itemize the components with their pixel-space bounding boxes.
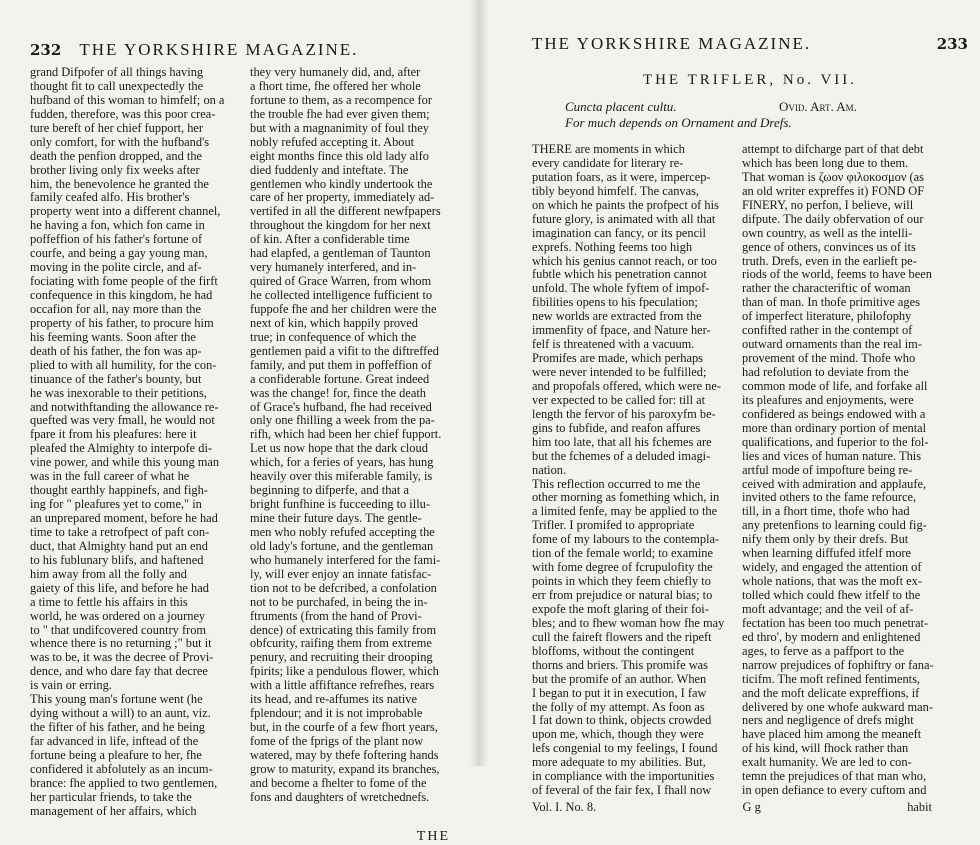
text-line: on which he paints the profpect of his bbox=[532, 197, 719, 212]
text-line: a limited fenfe, may be applied to the bbox=[532, 504, 718, 519]
text-line: courfe, and being a gay young man, bbox=[30, 246, 208, 261]
left-running-head: THE YORKSHIRE MAGAZINE. bbox=[79, 40, 359, 59]
text-line: putation foars, as it were, impercep- bbox=[532, 169, 711, 184]
text-line: was in the full career of what he bbox=[30, 469, 190, 484]
text-line: grow to maturity, expand its branches, bbox=[250, 761, 440, 776]
text-line: thorns and briers. This promife was bbox=[532, 657, 708, 672]
text-line: a confiderable fortune. Great indeed bbox=[250, 371, 430, 386]
text-line: true; in confequence of which the bbox=[250, 329, 417, 344]
text-line: poffeffion of his father's fortune of bbox=[30, 232, 203, 247]
text-line: ceived with admiration and applaufe, bbox=[742, 476, 927, 491]
text-line: had elapfed, a gentleman of Taunton bbox=[250, 246, 431, 261]
text-line: and the moft delicate expreffions, if bbox=[742, 685, 920, 700]
text-line: only one fhilling a week from the pa- bbox=[250, 413, 435, 428]
text-line: to " that undifcovered country from bbox=[30, 622, 207, 637]
text-line: ners and negligence of drefs might bbox=[742, 713, 914, 728]
text-line: cull the faireft flowers and the ripeft bbox=[532, 629, 712, 644]
text-line: her particular friends, to take the bbox=[30, 789, 192, 804]
text-line: care of her property, immediately ad- bbox=[250, 190, 435, 205]
text-line: This young man's fortune went (he bbox=[30, 692, 203, 707]
text-line: penury, and recruiting their drooping bbox=[250, 650, 433, 665]
text-line: very humanely interfered, and in- bbox=[250, 260, 417, 275]
text-line: of kin. After a confiderable time bbox=[250, 232, 410, 247]
text-line: THERE are moments in which bbox=[532, 142, 685, 156]
text-line: other morning as fomething which, in bbox=[532, 490, 720, 505]
text-line: till, in a fhort time, thofe who had bbox=[742, 504, 910, 519]
text-line: moving in the polite circle, and af- bbox=[30, 260, 202, 275]
text-line: throughout the kingdom for her next bbox=[250, 218, 431, 233]
text-line: fpare it from his pleafures: here it bbox=[30, 427, 197, 442]
text-line: heavily over this miferable family, is bbox=[250, 469, 433, 484]
text-line: delivered by one whofe aukward man- bbox=[742, 699, 933, 714]
text-line: eight months fince this old lady alfo bbox=[250, 148, 429, 163]
text-line: had refolution to deviate from the bbox=[742, 365, 909, 379]
text-line: family, and put them in poffeffion of bbox=[250, 357, 432, 372]
text-line: gentlemen paid a vifit to the diftreffed bbox=[250, 343, 440, 358]
text-line: attempt to difcharge part of that debt bbox=[742, 142, 924, 156]
text-line: dence, and who dare fay that decree bbox=[30, 664, 208, 679]
text-line: time to take a retrofpect of paft con- bbox=[30, 524, 210, 539]
right-column-1 bbox=[532, 143, 728, 798]
text-line: its pleafures and enjoyments, were bbox=[742, 392, 914, 407]
text-line: vine power, and while this young man bbox=[30, 455, 220, 470]
text-line: future glory, is animated with all that bbox=[532, 211, 716, 226]
text-line: expofe the moft glaring of their foi- bbox=[532, 601, 709, 616]
text-line: is vain or erring. bbox=[30, 678, 112, 693]
text-line: exprefs. Nothing feems too high bbox=[532, 239, 693, 254]
text-line: tibly beyond himfelf. The canvas, bbox=[532, 183, 700, 198]
text-line: and become a fhelter to fome of the bbox=[250, 775, 427, 790]
text-line: widely, and engaged the attention of bbox=[742, 560, 922, 575]
text-line: duct, that Almighty hand put an end bbox=[30, 538, 208, 553]
text-line: men who nobly refufed accepting the bbox=[250, 524, 435, 539]
text-line: occafion for all, nay more than the bbox=[30, 301, 201, 316]
text-line: was the change! for, fince the death bbox=[250, 385, 426, 400]
text-line: confifted rather in the contempt of bbox=[742, 323, 913, 338]
left-catchword: THE bbox=[416, 828, 450, 844]
text-line: brance: fhe applied to two gentlemen, bbox=[30, 775, 218, 790]
text-line: to his fublunary blifs, and haftened bbox=[30, 552, 204, 567]
text-line: gaiety of this life, and before he had bbox=[30, 580, 209, 595]
text-line: mine their future days. The gentle- bbox=[250, 511, 422, 525]
text-line: ticifm. The moft refined fentiments, bbox=[742, 671, 921, 686]
text-line: I fat down to think, objects crowded bbox=[532, 713, 712, 728]
text-line: more adequate to my abilities. But, bbox=[532, 755, 706, 770]
text-line: fociating with fome people of the firft bbox=[30, 274, 218, 289]
article-title: THE TRIFLER, No. VII. bbox=[642, 72, 858, 88]
text-line: with a little affiftance refrefhes, rears bbox=[250, 678, 435, 693]
text-line: lefs congenial to my feelings, I found bbox=[532, 741, 718, 756]
text-line: in compliance with the importunities bbox=[532, 769, 715, 784]
text-line: whole nations, that was the moft ex- bbox=[742, 574, 922, 589]
text-line: confequence in this kingdom, he had bbox=[30, 288, 213, 302]
text-line: moft advantage; and the veil of af- bbox=[742, 601, 914, 616]
text-line: with fome degree of fcrupulofity the bbox=[532, 560, 713, 575]
text-line: they very humanely did, and, after bbox=[250, 65, 421, 79]
text-line: tion of the female world; to examine bbox=[532, 546, 713, 561]
text-line: gins to fubfide, and reafon affures bbox=[532, 420, 701, 435]
text-line: him away from all the folly and bbox=[30, 566, 187, 581]
text-line: he was inexorable to their petitions, bbox=[30, 385, 207, 400]
text-line: Trifler. I promifed to appropriate bbox=[532, 518, 695, 533]
text-line: of imperfect literature, philofophy bbox=[742, 309, 912, 324]
right-page-header bbox=[532, 34, 968, 60]
left-page bbox=[0, 0, 476, 844]
text-line: temn the prejudices of that man who, bbox=[742, 769, 927, 784]
text-line: felf is threatened with a vacuum. bbox=[532, 337, 695, 352]
text-line: provement of the mind. Thofe who bbox=[742, 351, 916, 366]
text-line: management of her affairs, which bbox=[30, 803, 197, 818]
text-line: only comfort, for with the hufband's bbox=[30, 134, 210, 149]
text-line: points in which they feem chiefly to bbox=[532, 574, 711, 589]
text-line: pleafed the Almighty to interpofe di- bbox=[30, 441, 213, 456]
text-line: was to be, it was the decree of Provi- bbox=[30, 650, 214, 665]
text-line: Promifes are made, which perhaps bbox=[532, 351, 704, 366]
text-line: an unprepared moment, before he had bbox=[30, 511, 218, 525]
text-line: have placed him among the meaneft bbox=[742, 727, 922, 742]
text-line: thought fit to call unexpectedly the bbox=[30, 78, 204, 93]
text-line: beginning to difperfe, and that a bbox=[250, 483, 409, 498]
text-line: were never intended to be fulfilled; bbox=[532, 365, 707, 379]
text-line: quired of Grace Warren, from whom bbox=[250, 274, 432, 289]
text-line: immenfity of fpace, and Nature her- bbox=[532, 323, 711, 338]
text-line: grand Difpofer of all things having bbox=[30, 65, 204, 79]
text-line: ages, to ferve as a paffport to the bbox=[742, 643, 905, 658]
left-columns bbox=[30, 66, 470, 819]
text-line: when learning diffufed itfelf more bbox=[742, 546, 912, 561]
text-line: This reflection occurred to me the bbox=[532, 476, 701, 491]
left-page-number: 232 bbox=[30, 41, 62, 59]
text-line: more than ordinary portion of mental bbox=[742, 420, 927, 435]
text-line: own country, as well as the intelli- bbox=[742, 225, 913, 240]
text-line: upon me, which, though they were bbox=[532, 727, 704, 742]
text-line: artful mode of impofture being re- bbox=[742, 462, 913, 477]
text-line: length the fervor of his paroxyfm be- bbox=[532, 406, 716, 421]
text-line: which has been long due to them. bbox=[742, 155, 909, 170]
text-line: fubtle which his penetration cannot bbox=[532, 267, 707, 282]
text-line: confidered it abfolutely as an incum- bbox=[30, 761, 213, 776]
text-line: fplendour; and it is not improbable bbox=[250, 706, 423, 721]
text-line: exalt humanity. We are led to con- bbox=[742, 755, 912, 770]
text-line: I began to put it in execution, I faw bbox=[532, 685, 707, 700]
text-line: thought earthly happinefs, and figh- bbox=[30, 483, 208, 498]
motto bbox=[532, 99, 968, 131]
text-line: fome of the fprigs of the plant now bbox=[250, 734, 424, 748]
text-line: death of his father, the fon was ap- bbox=[30, 343, 202, 358]
text-line: tion not to be defcribed, a confolation bbox=[250, 580, 437, 595]
text-line: property of his father, to procure him bbox=[30, 315, 214, 330]
left-page-header bbox=[30, 40, 470, 66]
text-line: fome of my labours to the contempla- bbox=[532, 532, 720, 547]
text-line: property went into a different channel, bbox=[30, 204, 221, 219]
text-line: gentlemen who kindly undertook the bbox=[250, 176, 433, 191]
text-line: the trouble fhe had ever given them; bbox=[250, 106, 430, 121]
text-line: him, the benevolence he granted the bbox=[30, 176, 209, 191]
text-line: fortune being a pleafure to her, fhe bbox=[30, 747, 202, 762]
text-line: quefted was very fmall, he would not bbox=[30, 413, 215, 428]
text-line: but the promife of an author. When bbox=[532, 671, 707, 686]
text-line: he having a fon, which fon came in bbox=[30, 218, 205, 233]
text-line: but the fchemes of a deluded imagi- bbox=[532, 448, 711, 463]
text-line: ftruments (from the hand of Provi- bbox=[250, 608, 422, 623]
text-line: whence there is no returning ;" but it bbox=[30, 636, 212, 651]
text-line: bles; and to fhew woman how fhe may bbox=[532, 615, 725, 630]
text-line: but with a magnanimity of foul they bbox=[250, 120, 429, 135]
left-column-1 bbox=[30, 66, 240, 819]
text-line: watered, may by thefe foftering hands bbox=[250, 747, 439, 762]
text-line: ture bereft of her chief fupport, her bbox=[30, 120, 204, 135]
signature-mark: G g bbox=[742, 800, 761, 815]
text-line: truth. Drefs, even in the earlieft pe- bbox=[742, 253, 917, 268]
text-line: Let us now hope that the dark cloud bbox=[250, 441, 428, 456]
right-page bbox=[478, 0, 980, 815]
right-page-number: 233 bbox=[936, 35, 968, 53]
text-line: old lady's fortune, and the gentleman bbox=[250, 538, 434, 553]
text-line: lies and vices of human nature. This bbox=[742, 448, 922, 463]
text-line: the folly of my attempt. As foon as bbox=[532, 699, 705, 714]
text-line: him too late, that all his fchemes are bbox=[532, 434, 712, 449]
text-line: next of kin, which happily proved bbox=[250, 315, 418, 330]
text-line: new worlds are extracted from the bbox=[532, 309, 702, 324]
text-line: dying without a will) to an aunt, viz. bbox=[30, 706, 211, 721]
signature: Vol. I. No. 8. bbox=[532, 800, 597, 815]
text-line: That woman is ζωον φιλοκοσμον (as bbox=[742, 169, 924, 184]
text-line: fuppofe fhe and her children were the bbox=[250, 301, 437, 316]
text-line: fpirits; like a pendulous flower, which bbox=[250, 664, 439, 679]
text-line: but, in the courfe of a few fhort years, bbox=[250, 720, 438, 735]
text-line: ver expected to be called for: till at bbox=[532, 392, 706, 407]
text-line: its head, and re-affumes its native bbox=[250, 692, 417, 707]
text-line: ing for " pleafures yet to come," in bbox=[30, 497, 202, 512]
text-line: plied to with all humility, for the con- bbox=[30, 357, 217, 372]
text-line: his feeming wants. Soon after the bbox=[30, 329, 196, 344]
text-line: rather the characteriftic of woman bbox=[742, 281, 911, 296]
text-line: gence of others, convinces us of its bbox=[742, 239, 916, 254]
text-line: and propofals offered, which were ne- bbox=[532, 378, 721, 393]
text-line: nify them only by their drefs. But bbox=[742, 532, 909, 547]
text-line: narrow prejudices of fophiftry or fana- bbox=[742, 657, 934, 672]
text-line: qualifications, and fuperior to the fol- bbox=[742, 434, 929, 449]
motto-latin: Cuncta placent cultu. bbox=[565, 99, 677, 114]
text-line: obfcurity, raifing them from extreme bbox=[250, 636, 432, 651]
text-line: which his genius cannot reach, or too bbox=[532, 253, 717, 268]
text-line: vertifed in all the different newfpapers bbox=[250, 204, 441, 219]
text-line: FINERY, no perfon, I believe, will bbox=[742, 197, 914, 212]
text-line: world, he was ordered on a journey bbox=[30, 608, 206, 623]
text-line: death the penfion dropped, and the bbox=[30, 148, 203, 163]
motto-english: For much depends on Ornament and Drefs. bbox=[565, 115, 792, 130]
text-line: err from prejudice or natural bias; to bbox=[532, 588, 713, 602]
text-line: hufband of this woman to himfelf; on a bbox=[30, 92, 225, 107]
text-line: unfold. The whole fyftem of impof- bbox=[532, 281, 710, 296]
text-line: than of man. In thofe primitive ages bbox=[742, 295, 920, 310]
text-line: family ceafed alfo. His brother's bbox=[30, 190, 190, 205]
text-line: a time to fettle his affairs in this bbox=[30, 594, 188, 609]
right-page-footer bbox=[532, 800, 932, 815]
right-column-2 bbox=[742, 143, 954, 798]
text-line: dence) of extricating this family from bbox=[250, 622, 437, 637]
text-line: fibilities opens to his fpeculation; bbox=[532, 295, 698, 310]
text-line: common mode of life, and forfake all bbox=[742, 378, 928, 393]
text-line: confidered as beings endowed with a bbox=[742, 406, 926, 421]
text-line: nation. bbox=[532, 462, 567, 477]
text-line: ed thro', by modern and enlightened bbox=[742, 629, 921, 644]
text-line: fudden, therefore, was this poor crea- bbox=[30, 106, 216, 121]
text-line: of feveral of the fair fex, I fhall now bbox=[532, 783, 712, 798]
text-line: ly, will ever enjoy an innate fatisfac- bbox=[250, 566, 432, 581]
text-line: nobly refufed accepting it. About bbox=[250, 134, 415, 149]
right-catchword: habit bbox=[907, 800, 932, 815]
text-line: imagination can fancy, or its pencil bbox=[532, 225, 706, 240]
text-line: outward ornaments than the real im- bbox=[742, 337, 922, 352]
text-line: in open defiance to every cuftom and bbox=[742, 783, 927, 798]
right-running-head: THE YORKSHIRE MAGAZINE. bbox=[532, 34, 812, 53]
text-line: died fuddenly and inteftate. The bbox=[250, 162, 409, 177]
text-line: a fhort time, fhe offered her whole bbox=[250, 78, 421, 93]
text-line: bright funfhine is fucceeding to illu- bbox=[250, 497, 430, 512]
text-line: rifh, which had been her chief fupport. bbox=[250, 427, 442, 442]
text-line: riods of the world, feems to have been bbox=[742, 267, 932, 282]
text-line: difpute. The daily obfervation of our bbox=[742, 211, 924, 226]
text-line: fortune to them, as a recompence for bbox=[250, 92, 432, 107]
right-columns bbox=[532, 143, 968, 798]
text-line: not to be purchafed, in being the in- bbox=[250, 594, 428, 609]
text-line: every candidate for literary re- bbox=[532, 155, 684, 170]
text-line: of Grace's hufband, fhe had received bbox=[250, 399, 432, 414]
text-line: an old writer expreffes it) FOND OF bbox=[742, 183, 925, 198]
text-line: any pretenfions to learning could fig- bbox=[742, 518, 927, 533]
text-line: fectation has been too much penetrat- bbox=[742, 615, 929, 630]
text-line: and notwithftanding the allowance re- bbox=[30, 399, 219, 414]
text-line: which, for a feries of years, has hung bbox=[250, 455, 434, 470]
text-line: tinuance of the father's bounty, but bbox=[30, 371, 202, 386]
text-line: tolled which could fhew itfelf to the bbox=[742, 588, 921, 602]
text-line: brother living only fix weeks after bbox=[30, 162, 200, 177]
text-line: far advanced in life, inftead of the bbox=[30, 734, 199, 748]
text-line: he collected intelligence fufficient to bbox=[250, 288, 433, 302]
text-line: bloffoms, without the contingent bbox=[532, 643, 695, 658]
left-column-2 bbox=[250, 66, 464, 819]
text-line: the fifter of his father, and he being bbox=[30, 720, 205, 735]
text-line: of his kind, will fhock rather than bbox=[742, 741, 909, 756]
text-line: fons and daughters of wretchednefs. bbox=[250, 789, 430, 804]
text-line: invited others to the fame refource, bbox=[742, 490, 917, 505]
text-line: who humanely interfered for the fami- bbox=[250, 552, 441, 567]
motto-source: Ovid. Art. Am. bbox=[779, 99, 857, 114]
